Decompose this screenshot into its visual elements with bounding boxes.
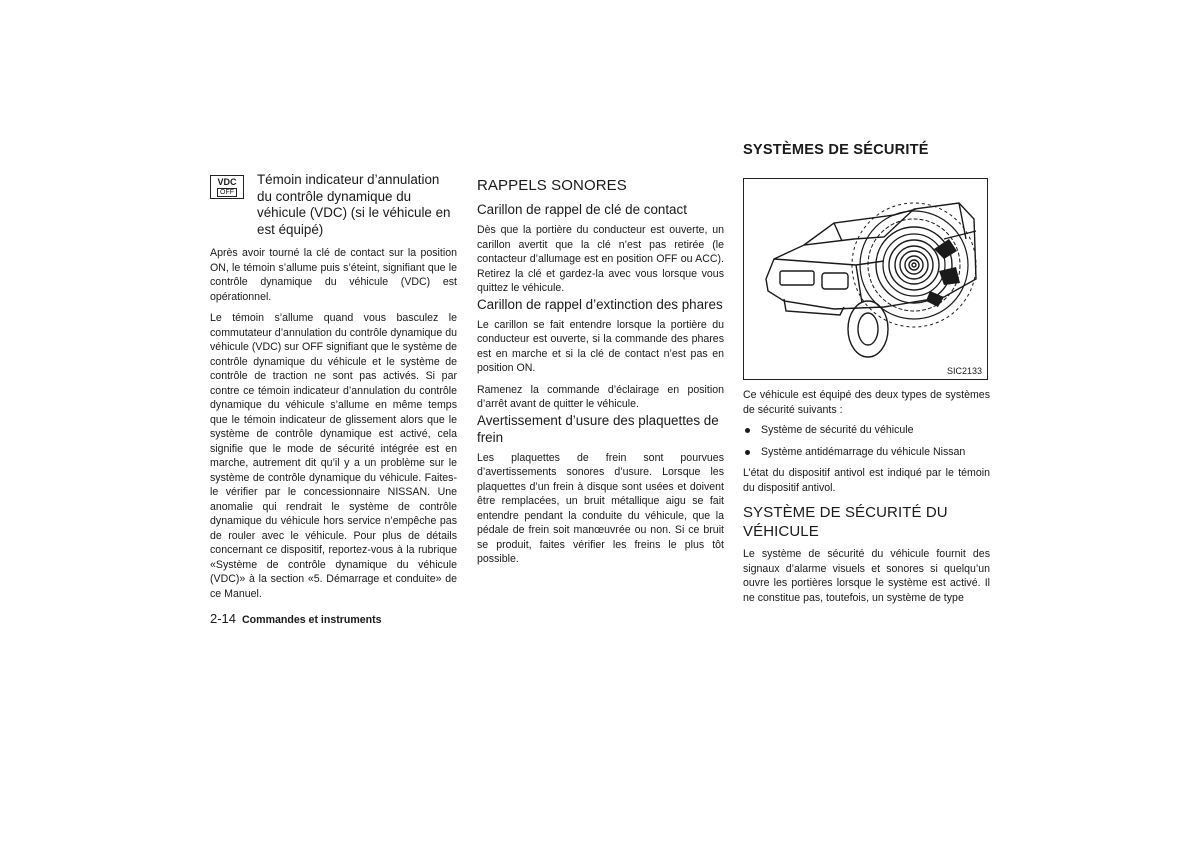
paragraph: L’état du dispositif antivol est indiqué par le témoin du dispositif antivol. — [743, 467, 990, 494]
page-title: SYSTÈMES DE SÉCURITÉ — [743, 142, 929, 158]
page-footer — [210, 611, 382, 626]
subheading: Carillon de rappel d’extinction des phares — [477, 296, 723, 312]
vdc-off-icon: VDC OFF — [210, 175, 244, 199]
bullet-list — [743, 423, 990, 459]
vehicle-security-illustration — [743, 178, 988, 380]
subheading: Avertissement d’usure des plaquettes de frein — [477, 412, 719, 445]
column-1 — [210, 172, 457, 601]
figure-code: SIC2133 — [946, 366, 982, 376]
column-3 — [743, 142, 990, 605]
bullet-icon — [745, 450, 750, 455]
list-item: Système antidémarrage du véhicule Nissan — [743, 445, 990, 460]
page-number: 2-14 — [210, 611, 237, 626]
paragraph: Ce véhicule est équipé des deux types de systèmes de sécurité suivants : — [743, 389, 990, 416]
vdc-heading: Témoin indicateur d’annulation du contrôle dynamique du véhicule (VDC) (si le véhicule en est équipé) — [257, 172, 451, 237]
paragraph: Le carillon se fait entendre lorsque la portière du conducteur est ouverte, si la commande des phares est en marche et si la clé de contact n’est pas en position ON. — [477, 318, 724, 374]
paragraph: Le témoin s’allume quand vous basculez le commutateur d’annulation du contrôle dynamique du véhicule (VDC) sur OFF signifiant que le système de contrôle dynamique du véhicule et le système de contrôle de traction ne sont pas activés. Si par contre ce témoin indicateur d’annulation du contrôle dynamique du véhicule s’allume en même temps que le témoin indicateur de glissement alors que le système de contrôle dynamique est activé, cela signifie que le mode de sécurité intégrée est en marche, autrement dit qu’il y a un problème sur le système de contrôle dynamique du véhicule. Faites-le vérifier par le concessionnaire NISSAN. Une anomalie qui rendrait le système de contrôle dynamique du véhicule hors service n’empêche pas de rouler avec le véhicule. Pour plus de détails concernant ce dispositif, reportez-vous à la rubrique «Système de contrôle dynamique du véhicule (VDC)» à la section «5. Démarrage et conduite» de ce Manuel. — [210, 312, 457, 600]
column-2 — [477, 172, 724, 567]
section-heading: SYSTÈME DE SÉCURITÉ DU VÉHICULE — [743, 504, 948, 540]
chapter-title: Commandes et instruments — [242, 614, 382, 626]
car-alarm-drawing — [744, 179, 987, 379]
list-item: Système de sécurité du véhicule — [743, 423, 990, 438]
subheading: Carillon de rappel de clé de contact — [477, 202, 687, 217]
bullet-icon — [745, 428, 750, 433]
paragraph: Ramenez la commande d’éclairage en position d’arrêt avant de quitter le véhicule. — [477, 383, 724, 410]
vdc-heading-block — [210, 172, 457, 238]
paragraph: Après avoir tourné la clé de contact sur la position ON, le témoin s’allume puis s’éteint, signifiant que le contrôle dynamique du véhicule (VDC) est opérationnel. — [210, 247, 457, 303]
paragraph: Dès que la portière du conducteur est ouverte, un carillon avertit que la clé n’est pas retirée (le contacteur d’allumage est en position OFF ou ACC). Retirez la clé et gardez-la avec vous lorsque vous quittez le véhicule. — [477, 224, 724, 294]
paragraph: Les plaquettes de frein sont pourvues d’avertissements sonores d’usure. Lorsque les plaquettes d’un frein à disque sont usées et doivent être remplacées, un bruit métallique aigu se fait entendre pendant la conduite du véhicule, que la pédale de frein soit manœuvrée ou non. Si ce bruit se produit, faites vérifier les freins le plus tôt possible. — [477, 451, 724, 565]
section-heading: RAPPELS SONORES — [477, 177, 627, 194]
paragraph: Le système de sécurité du véhicule fournit des signaux d’alarme visuels et sonores si quelqu’un ouvre les portières lorsque le système est activé. Il ne constitue pas, toutefois, un système de type — [743, 548, 990, 604]
